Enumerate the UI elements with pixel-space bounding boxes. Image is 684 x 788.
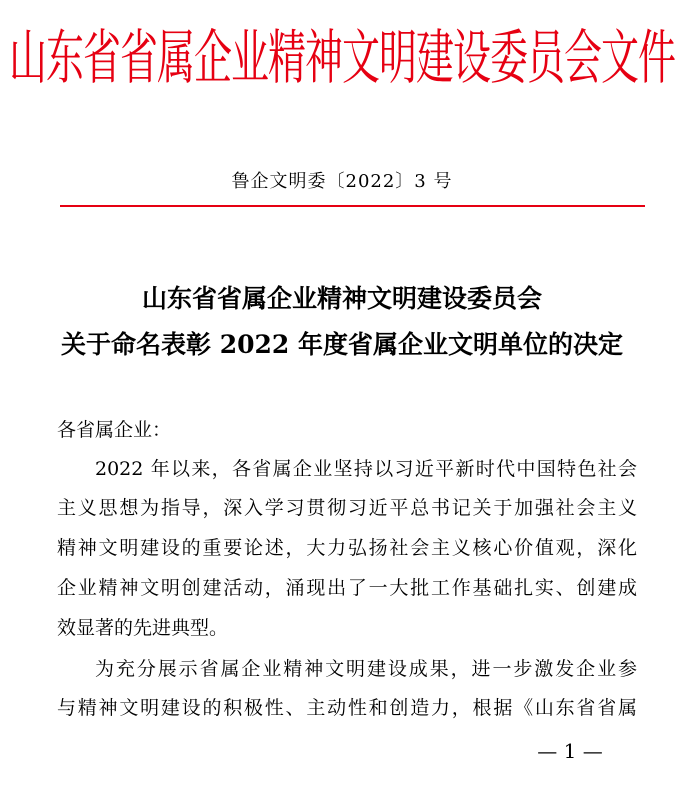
paragraph-1-line-3: 精神文明建设的重要论述，大力弘扬社会主义核心价值观，深化	[57, 537, 637, 559]
paragraph-1-line-5: 效显著的先进典型。	[57, 617, 229, 639]
salutation: 各省属企业：	[57, 419, 172, 441]
document-number: 鲁企文明委〔2022〕3 号	[231, 171, 453, 192]
document-title-line-2: 关于命名表彰 2022 年度省属企业文明单位的决定	[61, 330, 623, 359]
page-number: — 1 —	[537, 739, 603, 763]
paragraph-2-line-2: 与精神文明建设的积极性、主动性和创造力，根据《山东省省属	[57, 697, 637, 719]
paragraph-1-line-1: 2022 年以来，各省属企业坚持以习近平新时代中国特色社会	[95, 458, 637, 480]
red-divider-rule	[60, 205, 645, 207]
paragraph-1-line-4: 企业精神文明创建活动，涌现出了一大批工作基础扎实、创建成	[57, 577, 637, 599]
paragraph-2-line-1: 为充分展示省属企业精神文明建设成果，进一步激发企业参	[95, 658, 637, 680]
paragraph-1-line-2: 主义思想为指导，深入学习贯彻习近平总书记关于加强社会主义	[57, 497, 637, 519]
document-title-line-1: 山东省省属企业精神文明建设委员会	[141, 284, 542, 313]
masthead-title: 山东省省属企业精神文明建设委员会文件	[8, 23, 675, 93]
